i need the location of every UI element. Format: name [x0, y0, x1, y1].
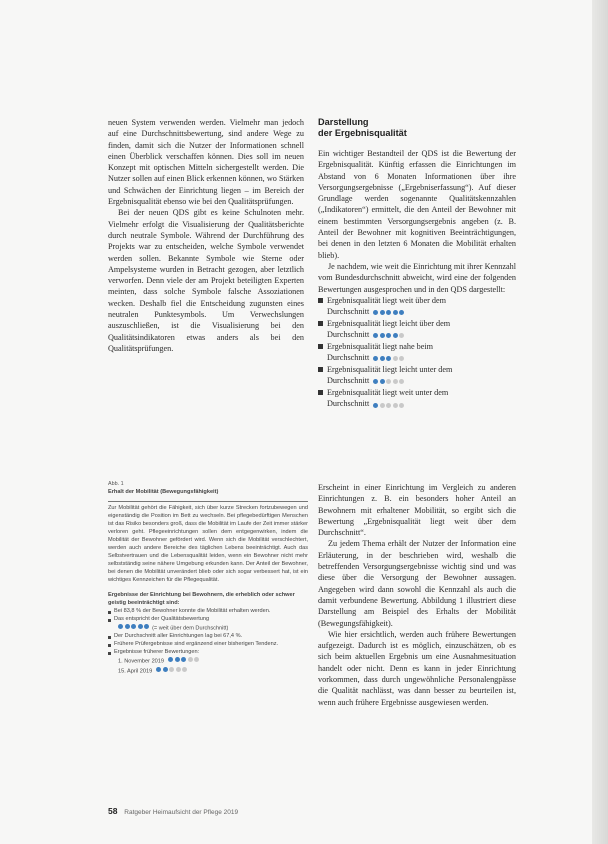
empty-dot-icon: [393, 403, 398, 408]
filled-dot-icon: [144, 624, 149, 629]
figure-divider: [108, 501, 308, 502]
figure-result-item: [108, 616, 308, 633]
bullet-square-icon: [318, 298, 323, 303]
history-date: 1. November 2019: [118, 658, 165, 665]
empty-dot-icon: [399, 379, 404, 384]
filled-dot-icon: [380, 356, 385, 361]
bullet-square-icon: [108, 611, 111, 614]
filled-dot-icon: [138, 624, 143, 629]
empty-dot-icon: [176, 667, 181, 672]
filled-dot-icon: [131, 624, 136, 629]
rating-dots: [118, 624, 151, 632]
bullet-square-icon: [108, 619, 111, 622]
rating-dots: [168, 657, 201, 665]
figure-result-item: [108, 608, 308, 616]
filled-dot-icon: [373, 356, 378, 361]
filled-dot-icon: [386, 310, 391, 315]
filled-dot-icon: [399, 310, 404, 315]
right-bottom-paragraph-3: Wie hier ersichtlich, werden auch frühere Bewertungen aufgezeigt. Dadurch ist es möglich, einzuschätzen, ob es sich beim aktuellen Ergebnis um eine Ausnahmesituation handelt oder nicht. Denn es kann in jeder Einrichtung vorkommen, dass durch ungewöhnliche Personalengpässe die Qualität nachlässt, was dann besser zu beurteilen ist, wenn auch frühere Ergebnisse ausgewiesen werden.: [318, 629, 516, 707]
right-column-top: [318, 117, 516, 410]
figure-result-text: Bei 83,8 % der Bewohner konnte die Mobilität erhalten werden.: [114, 608, 271, 615]
figure-result-text: Ergebnisse früherer Bewertungen:: [114, 649, 200, 656]
filled-dot-icon: [393, 310, 398, 315]
rating-text: Durchschnitt: [327, 307, 370, 317]
rating-list-item: [318, 364, 516, 387]
empty-dot-icon: [399, 333, 404, 338]
page-footer: [108, 806, 238, 816]
rating-text: Ergebnisqualität liegt nahe beim: [327, 341, 434, 351]
figure-title: Erhalt der Mobilität (Bewegungsfähigkeit): [108, 488, 219, 495]
rating-text: Durchschnitt: [327, 330, 370, 340]
bullet-square-icon: [318, 367, 323, 372]
figure-result-item: [108, 649, 308, 657]
bullet-square-icon: [318, 344, 323, 349]
section-heading-line-2: der Ergebnisqualität: [318, 128, 407, 138]
empty-dot-icon: [380, 403, 385, 408]
figure-result-text: Frühere Prüfergebnisse sind ergänzend einer bisherigen Tendenz.: [114, 641, 279, 648]
filled-dot-icon: [118, 624, 123, 629]
rating-dots: [373, 307, 406, 318]
rating-text: Durchschnitt: [327, 376, 370, 386]
right-bottom-paragraph-1: Erscheint in einer Einrichtung im Vergleich zu anderen Einrichtungen z. B. ein besonders hoher Anteil an Bewohnern mit erhaltener Mobilität, so ergibt sich die Bewertung „Ergebnisqualität liegt weit über dem Durchschnitt“.: [318, 483, 516, 538]
rating-text: Ergebnisqualität liegt leicht über dem: [327, 318, 451, 328]
rating-dots: [373, 353, 406, 364]
figure-results-title: Ergebnisse der Einrichtung bei Bewohnern, die erheblich oder schwer geistig beeinträchtigt sind:: [108, 592, 295, 607]
left-column-top: [108, 117, 304, 354]
filled-dot-icon: [168, 657, 173, 662]
bullet-square-icon: [108, 644, 111, 647]
rating-text: Durchschnitt: [327, 353, 370, 363]
bullet-square-icon: [108, 652, 111, 655]
footer-text: Ratgeber Heimaufsicht der Pflege 2019: [124, 809, 239, 816]
empty-dot-icon: [393, 379, 398, 384]
figure-result-text: Der Durchschnitt aller Einrichtungen lag bei 67,4 %.: [114, 633, 243, 640]
right-paragraph-2: Je nachdem, wie weit die Einrichtung mit ihrer Kennzahl vom Bundesdurchschnitt abweicht, wird eine der folgenden Bewertungen ausgesprochen und in den QDS dargestellt:: [318, 261, 516, 294]
filled-dot-icon: [163, 667, 168, 672]
page-fold-shadow: [592, 0, 608, 844]
page-number: 58: [108, 806, 118, 816]
left-paragraph-2: Bei der neuen QDS gibt es keine Schulnoten mehr. Vielmehr erfolgt die Visualisierung der Qualitätsberichte durch neutrale Symbole. Während der Durchführung des Projekts war zu entscheiden, welche Symbole verwendet werden sollen. Bekannte Symbole wie Sterne oder Ampelsysteme wurden in Betracht gezogen, aber letztlich verworfen. Denn viele der am Projekt beteiligten Experten meinten, dass solche Symbole falsche Assoziationen wecken. Deshalb fiel die Entscheidung zugunsten eines neutralen Punktesymbols. Um Verwechslungen auszuschließen, ist die Visualisierung bei den Qualitätsindikatoren etwas anders als bei den Qualitätsprüfungen.: [108, 208, 304, 353]
section-heading-line-1: Darstellung: [318, 117, 369, 127]
filled-dot-icon: [156, 667, 161, 672]
rating-list-item: [318, 341, 516, 364]
filled-dot-icon: [386, 356, 391, 361]
rating-dots: [156, 667, 189, 675]
history-date: 15. April 2019: [118, 667, 153, 674]
rating-text: Ergebnisqualität liegt leicht unter dem: [327, 365, 453, 375]
rating-dots: [373, 330, 406, 341]
empty-dot-icon: [188, 657, 193, 662]
figure-result-text: (= weit über dem Durchschnitt): [152, 625, 229, 632]
empty-dot-icon: [399, 356, 404, 361]
filled-dot-icon: [393, 333, 398, 338]
right-paragraph-1: Ein wichtiger Bestandteil der QDS ist die Bewertung der Ergebnisqualität. Künftig erfassen die Einrichtungen im Abstand von 6 Monaten Informationen über ihre Versorgungsergebnisse („Ergebniserfassung“). Auf dieser Grundlage werden sogenannte Qualitätskennzahlen („Indikatoren“) ermittelt, die den Anteil der Bewohner mit einem bestimmten Versorgungsergebnis angeben (z. B. Anteil der Bewohner mit kognitiven Beeinträchtigungen, bei denen in den letzten 6 Monaten die Mobilität erhalten blieb).: [318, 149, 516, 260]
figure-results-list: [108, 608, 308, 676]
bullet-square-icon: [318, 321, 323, 326]
bullet-square-icon: [318, 390, 323, 395]
filled-dot-icon: [380, 310, 385, 315]
empty-dot-icon: [399, 403, 404, 408]
rating-text: Ergebnisqualität liegt weit über dem: [327, 295, 446, 305]
rating-list-item: [318, 387, 516, 410]
empty-dot-icon: [386, 403, 391, 408]
filled-dot-icon: [175, 657, 180, 662]
figure-body: Zur Mobilität gehört die Fähigkeit, sich über kurze Strecken fortzubewegen und eigenständig die Position im Bett zu wechseln. Bei pflegebedürftigen Menschen ist das Risiko besonders groß, dass die Mobilität im Laufe der Zeit immer stärker verloren geht. Pflegeeinrichtungen sollen dem entgegenwirken, indem die Mobilität der Bewohner gefördert wird. Wenn sich die Mobilität verschlechtert, werden auch andere Bereiche des täglichen Lebens beeinträchtigt. Auch das Selbstvertrauen und die Lebensqualität leiden, wenn ein Bewohner nicht mehr selbstständig seine nähere Umgebung erkunden kann. Der Anteil der Bewohner, bei denen die Mobilität unverändert blieb oder sich sogar verbessert hat, ist ein wichtiges Kennzeichen für die Pflegequalität.: [108, 505, 308, 583]
rating-text: Durchschnitt: [327, 399, 370, 409]
figure-box: [108, 481, 308, 776]
rating-list-item: [318, 318, 516, 341]
right-column-bottom: [318, 482, 516, 708]
empty-dot-icon: [393, 356, 398, 361]
rating-list-item: [318, 295, 516, 318]
empty-dot-icon: [386, 379, 391, 384]
right-bottom-paragraph-2: Zu jedem Thema erhält der Nutzer der Information eine Erläuterung, in der beschrieben wird, weshalb die betreffenden Versorgungsergebnisse wichtig sind und was diese über die Versorgung der Bewohner aussagen. Angegeben wird dann sowohl die Kennzahl als auch die damit verbundene Bewertung. Abbildung 1 illustriert diese Darstellung am Beispiel des Erhalts der Mobilität (Bewegungsfähigkeit).: [318, 539, 516, 628]
rating-list: [318, 295, 516, 410]
rating-dots: [373, 376, 406, 387]
filled-dot-icon: [373, 379, 378, 384]
filled-dot-icon: [125, 624, 130, 629]
filled-dot-icon: [373, 333, 378, 338]
empty-dot-icon: [169, 667, 174, 672]
left-paragraph-1: neuen System verwenden werden. Vielmehr man jedoch auf eine Durchschnittsbewertung, sind andere Wege zu finden, damit sich die Nutzer der Informationen schnell einen Überblick verschaffen können. Dies soll im neuen Konzept mit optischen Mitteln sichergestellt werden. Die Nutzer sollen auf einen Blick erkennen können, wo Stärken und Schwächen der Einrichtung liegen – im Bereich der Ergebnisqualität ebenso wie bei den Qualitätsprüfungen.: [108, 118, 304, 207]
empty-dot-icon: [182, 667, 187, 672]
filled-dot-icon: [373, 310, 378, 315]
figure-result-text: Das entspricht der Qualitätsbewertung: [114, 616, 210, 623]
figure-history-item: [108, 657, 308, 666]
filled-dot-icon: [380, 379, 385, 384]
bullet-square-icon: [108, 636, 111, 639]
figure-result-item: [108, 633, 308, 641]
filled-dot-icon: [380, 333, 385, 338]
figure-history-item: [108, 667, 308, 676]
filled-dot-icon: [181, 657, 186, 662]
filled-dot-icon: [386, 333, 391, 338]
section-heading: [318, 117, 516, 139]
figure-label: Abb. 1: [108, 481, 124, 487]
filled-dot-icon: [373, 403, 378, 408]
rating-text: Ergebnisqualität liegt weit unter dem: [327, 388, 449, 398]
rating-dots: [373, 399, 406, 410]
empty-dot-icon: [194, 657, 199, 662]
figure-result-item: [108, 641, 308, 649]
